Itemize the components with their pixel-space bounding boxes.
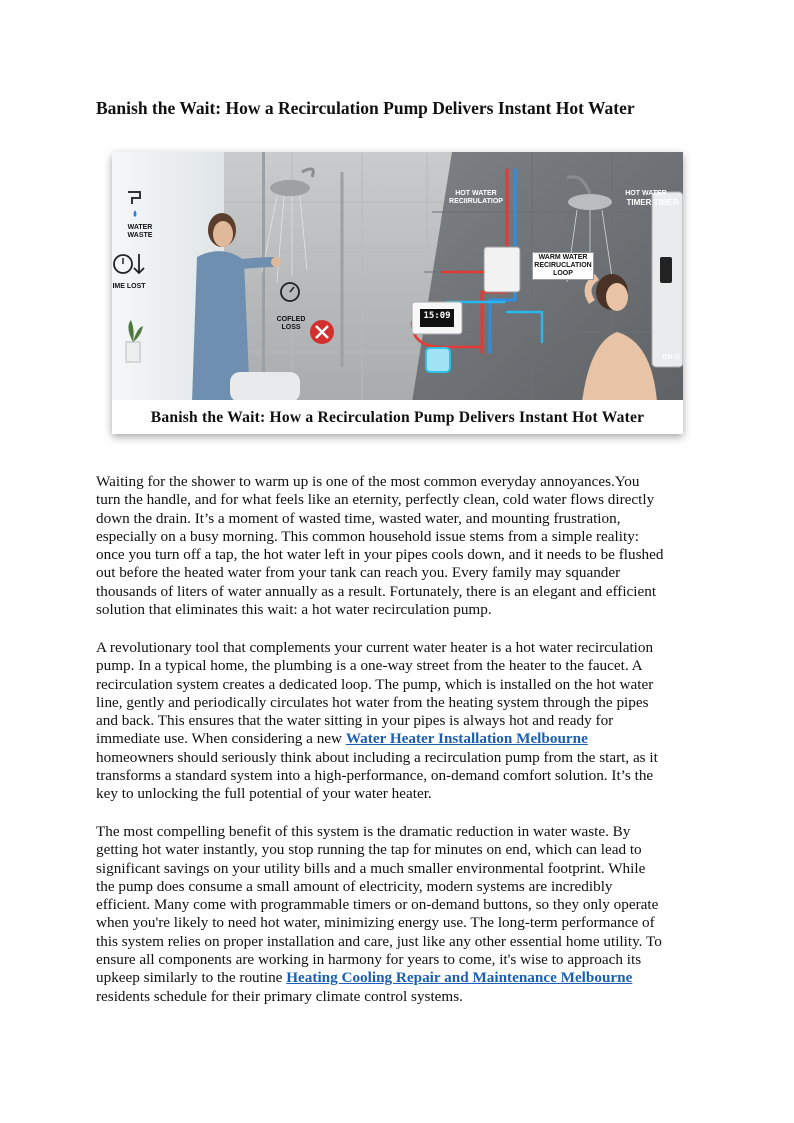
text-line: and back. This ensures that the water sitting in your pipes is always hot and ready for — [96, 712, 614, 730]
heating-cooling-repair-link[interactable]: Heating Cooling Repair and Maintenance Melbourne — [286, 969, 633, 987]
text-line: this system relies on proper installation and care, just like any other essential home utility. To — [96, 932, 662, 950]
text-fragment: upkeep similarly to the routine — [96, 969, 287, 987]
text-line-with-link — [96, 969, 696, 987]
label-on-demand: ON-D — [662, 354, 680, 361]
toilet — [230, 372, 300, 402]
text-line: once you turn off a tap, the hot water left in your pipes cools down, and it needs to be flushed — [96, 546, 664, 564]
pump-unit — [484, 247, 520, 292]
text-line: significant savings on your utility bills and a much smaller environmental footprint. While — [96, 859, 646, 877]
text-line: A revolutionary tool that complements your current water heater is a hot water recirculation — [96, 639, 654, 656]
text-line: pump. In a typical home, the plumbing is a one-way street from the heater to the faucet. A — [96, 657, 643, 675]
figure-caption: Banish the Wait: How a Recirculation Pump Delivers Instant Hot Water — [150, 409, 645, 426]
text-line: Waiting for the shower to warm up is one of the most common everyday annoyances.You — [96, 473, 640, 490]
label-timer-timer: TIMER TIMER — [626, 198, 679, 207]
text-line-with-link — [96, 730, 696, 748]
text-line: The most compelling benefit of this system is the dramatic reduction in water waste. By — [96, 823, 631, 840]
label-hot-water-recirc: HOT WATER RECIIRULATIOP — [449, 190, 503, 205]
text-line: when you're likely to need hot water, minimizing energy use. The long-term performance of — [96, 914, 655, 932]
hero-illustration — [112, 152, 683, 434]
text-line: transforms a standard system into a high-performance, on-demand comfort solution. It’s the — [96, 767, 654, 785]
text-line: efficient. Many come with programmable timers or on-demand buttons, so they only operate — [96, 896, 659, 914]
text-line: getting hot water instantly, you stop running the tap for minutes on end, which can lead to — [96, 841, 642, 859]
shower-scene-illustration — [112, 152, 683, 402]
cross-icon — [310, 320, 334, 344]
text-line: turn the handle, and for what feels like an eternity, perfectly clean, cold water flows directly — [96, 491, 655, 509]
text-fragment: immediate use. When considering a new — [96, 730, 346, 748]
page-title: Banish the Wait: How a Recirculation Pump Delivers Instant Hot Water — [96, 98, 635, 118]
text-line: residents schedule for their primary climate control systems. — [96, 987, 463, 1005]
text-line: homeowners should seriously think about including a recirculation pump from the start, as it — [96, 748, 658, 766]
on-demand-button-icon — [426, 348, 450, 372]
label-warm-water-loop: WARM WATER RECIRUCLATION LOOP — [532, 252, 594, 280]
text-line: the pump does consume a small amount of electricity, modern systems are incredibly — [96, 877, 613, 895]
text-line: down the drain. It’s a moment of wasted time, wasted water, and mounting frustration, — [96, 509, 621, 527]
text-line: recirculation system creates a dedicated loop. The pump, which is installed on the hot water — [96, 675, 654, 693]
text-line: out before the heated water from your tank can reach you. Every family may squander — [96, 564, 621, 582]
label-water-waste: WATER WASTE — [127, 224, 153, 239]
shower-head-left — [270, 180, 310, 196]
text-line: key to unlocking the full potential of your water heater. — [96, 785, 432, 803]
text-line: ensure all components are working in harmony for years to come, it's wise to approach its — [96, 951, 642, 969]
label-time-lost: IME LOST — [112, 283, 146, 290]
text-line: line, gently and periodically circulates hot water from the heating system through the pipes — [96, 693, 649, 711]
paragraph-how-it-works — [96, 639, 696, 804]
paragraph-benefits — [96, 823, 696, 1006]
text-line: thousands of liters of water annually as a result. Fortunately, there is an elegant and efficient — [96, 582, 657, 600]
glass-edge — [262, 152, 265, 402]
water-heater-installation-link[interactable]: Water Heater Installation Melbourne — [345, 730, 588, 748]
label-cofled-loss: COFLED LOSS — [276, 316, 306, 331]
clock-readout: 15:09 — [423, 311, 451, 321]
shower-head-right — [568, 194, 612, 210]
label-hot-water: HOT WATER — [625, 190, 667, 197]
paragraph-intro — [96, 473, 696, 619]
text-line: especially on a busy morning. This common household issue stems from a simple reality: — [96, 527, 640, 545]
text-line: solution that eliminates this wait: a hot water recirculation pump. — [96, 601, 492, 619]
